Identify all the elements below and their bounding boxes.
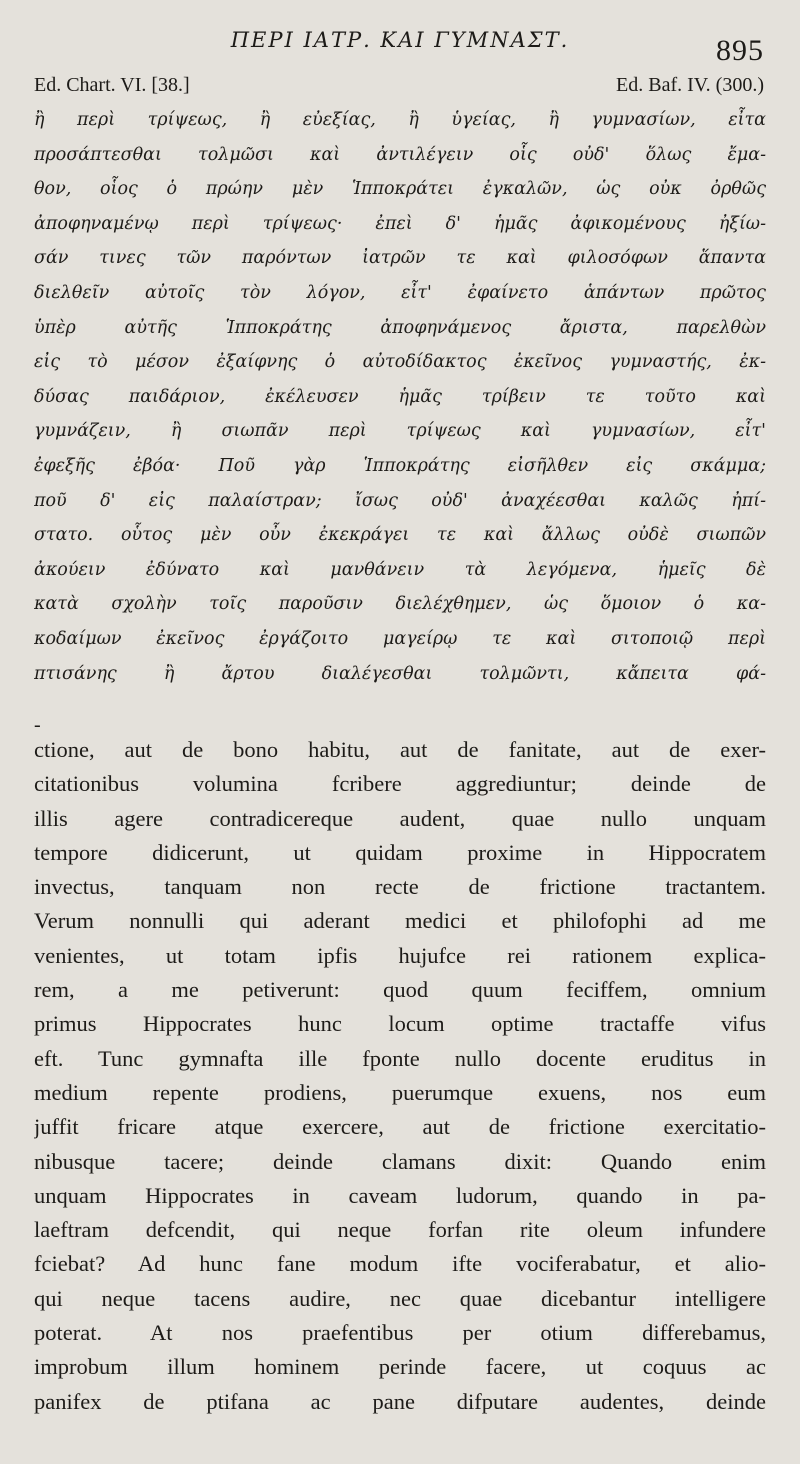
latin-text-line: ctione, aut de bono habitu, aut de fanitate, aut de exer- <box>34 737 766 762</box>
greek-text-line: κατὰ σχολὴν τοῖς παροῦσιν διελέχθημεν, ὡς ὅμοιον ὁ κα- <box>34 594 766 615</box>
greek-text-line: θον, οἷος ὁ πρώην μὲν Ἱπποκράτει ἐγκαλῶν, ὡς οὐκ ὀρθῶς <box>34 179 766 200</box>
greek-text-line: ὑπὲρ αὐτῆς Ἱπποκράτης ἀποφηνάμενος ἄριστα, παρελθὼν <box>34 317 766 338</box>
latin-text-line: juffit fricare atque exercere, aut de frictione exercitatio- <box>34 1114 766 1140</box>
greek-text-line: διελθεῖν αὐτοῖς τὸν λόγον, εἶτ' ἐφαίνετο ἁπάντων πρῶτος <box>34 282 766 303</box>
greek-text-line: ποῦ δ' εἰς παλαίστραν; ἴσως οὐδ' ἀναχέεσθαι καλῶς ἠπί- <box>34 490 766 511</box>
greek-text-line: στατο. οὗτος μὲν οὖν ἐκεκράγει τε καὶ ἄλλως οὐδὲ σιωπῶν <box>34 525 766 546</box>
latin-text-line: primus Hippocrates hunc locum optime tractaffe vifus <box>34 1011 766 1037</box>
greek-text-line: εἰς τὸ μέσον ἐξαίφνης ὁ αὐτοδίδακτος ἐκεῖνος γυμναστής, ἐκ- <box>34 352 766 373</box>
latin-text-line: tempore didicerunt, ut quidam proxime in Hippocratem <box>34 839 766 865</box>
greek-text-line: δύσας παιδάριον, ἐκέλευσεν ἡμᾶς τρίβειν τε τοῦτο καὶ <box>34 386 766 407</box>
greek-text-line: ἀποφηναμένῳ περὶ τρίψεως· ἐπεὶ δ' ἡμᾶς ἀφικομένους ἠξίω- <box>34 213 766 234</box>
latin-text-line: rem, a me petiverunt: quod quum feciffem, omnium <box>34 977 766 1003</box>
edition-reference-left: Ed. Chart. VI. [38.] <box>34 74 190 96</box>
latin-text-line: venientes, ut totam ipfis hujufce rei rationem explica- <box>34 942 766 968</box>
latin-text-column <box>34 733 766 1419</box>
latin-text-line: citationibus volumina fcribere aggrediuntur; deinde de <box>34 771 766 797</box>
latin-text-line: invectus, tanquam non recte de frictione tractantem. <box>34 874 766 900</box>
greek-text-line: πτισάνης ἢ ἄρτου διαλέγεσθαι τολμῶντι, κἄπειτα φά- <box>34 663 766 684</box>
greek-text-line: προσάπτεσθαι τολμῶσι καὶ ἀντιλέγειν οἷς οὐδ' ὅλως ἔμα- <box>34 144 766 165</box>
latin-text-line: qui neque tacens audire, nec quae dicebantur intelligere <box>34 1285 766 1311</box>
greek-text-line: γυμνάζειν, ἢ σιωπᾶν περὶ τρίψεως καὶ γυμνασίων, εἶτ' <box>34 421 766 442</box>
greek-text-line: ἢ περὶ τρίψεως, ἢ εὐεξίας, ἢ ὑγείας, ἢ γυμνασίων, εἶτα <box>34 110 766 130</box>
latin-text-line: poterat. At nos praefentibus per otium differebamus, <box>34 1320 766 1346</box>
latin-text-line: unquam Hippocrates in caveam ludorum, quando in pa- <box>34 1182 766 1208</box>
latin-text-line: medium repente prodiens, puerumque exuens, nos eum <box>34 1079 766 1105</box>
latin-text-line: illis agere contradicereque audent, quae nullo unquam <box>34 805 766 831</box>
section-break-mark: - <box>34 714 41 736</box>
page-number: 895 <box>716 34 764 67</box>
latin-text-line: laeftram defcendit, qui neque forfan rite oleum infundere <box>34 1217 766 1243</box>
running-title: ΠΕΡΙ ΙΑΤΡ. ΚΑΙ ΓΥΜΝΑΣΤ. <box>230 28 570 52</box>
greek-text-column <box>34 103 766 691</box>
latin-text-line: improbum illum hominem perinde facere, ut coquus ac <box>34 1354 766 1380</box>
latin-text-line: eft. Tunc gymnafta ille fponte nullo docente eruditus in <box>34 1045 766 1071</box>
greek-text-line: σάν τινες τῶν παρόντων ἰατρῶν τε καὶ φιλοσόφων ἅπαντα <box>34 248 766 269</box>
latin-text-line: Verum nonnulli qui aderant medici et philofophi ad me <box>34 908 766 934</box>
latin-text-line: panifex de ptifana ac pane difputare audentes, deinde <box>34 1388 766 1414</box>
latin-text-line: nibusque tacere; deinde clamans dixit: Quando enim <box>34 1148 766 1174</box>
edition-reference-right: Ed. Baf. IV. (300.) <box>616 74 764 96</box>
latin-text-line: fciebat? Ad hunc fane modum ifte vociferabatur, et alio- <box>34 1251 766 1277</box>
greek-text-line: ἐφεξῆς ἐβόα· Ποῦ γὰρ Ἱπποκράτης εἰσῆλθεν εἰς σκάμμα; <box>34 455 766 476</box>
greek-text-line: ἀκούειν ἐδύνατο καὶ μανθάνειν τὰ λεγόμενα, ἡμεῖς δὲ <box>34 559 766 580</box>
greek-text-line: κοδαίμων ἐκεῖνος ἐργάζοιτο μαγείρῳ τε καὶ σιτοποιῷ περὶ <box>34 628 766 649</box>
